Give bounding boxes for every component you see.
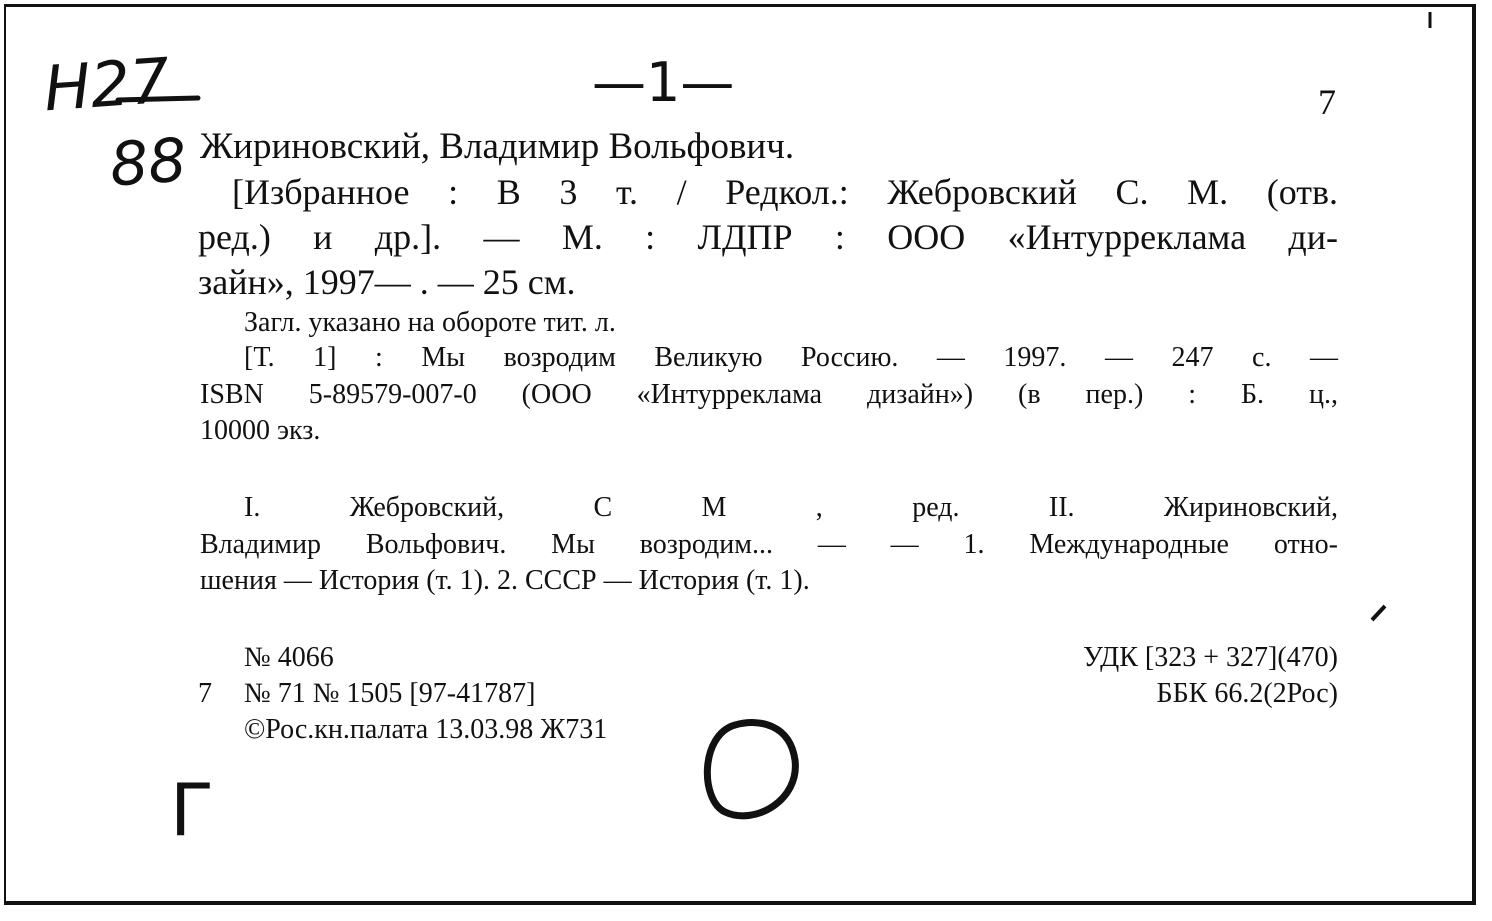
title-line-1: [Избранное : В 3 т. / Редкол.: Жебровский С. М. (отв. <box>232 172 1338 212</box>
footer-chamber-stamp: ©Рос.кн.палата 13.03.98 Ж731 <box>244 714 608 745</box>
handwritten-call-number-bottom: 88 <box>107 125 189 201</box>
handwritten-corner-mark: Г <box>170 768 214 852</box>
footer-prefix: 7 <box>198 678 212 709</box>
handwritten-call-number-top: Н27 <box>41 43 172 126</box>
handwritten-loop-mark <box>707 723 795 816</box>
page-number: 7 <box>1318 82 1336 122</box>
volume-line-2: ISBN 5-89579-007-0 (ООО «Интурреклама дизайн») (в пер.) : Б. ц., <box>200 379 1338 410</box>
card-number: № 4066 <box>244 642 334 673</box>
bbk-code: ББК 66.2(2Рос) <box>1156 678 1338 709</box>
author-heading: Жириновский, Владимир Вольфович. <box>200 126 795 167</box>
title-note: Загл. указано на обороте тит. л. <box>244 307 616 338</box>
volume-line-1: [Т. 1] : Мы возродим Великую Россию. — 1997. — 247 с. — <box>244 342 1338 373</box>
title-line-2: ред.) и др.]. — М. : ЛДПР : ООО «Интурреклама ди- <box>198 217 1338 257</box>
footer-record-numbers: № 71 № 1505 [97-41787] <box>244 678 536 709</box>
handwritten-card-sequence: —1— <box>592 51 735 114</box>
tracings-line-3: шения — История (т. 1). 2. СССР — История (т. 1). <box>200 565 810 596</box>
tracings-line-2: Владимир Вольфович. Мы возродим... — — 1. Международные отно- <box>200 529 1338 560</box>
title-line-3: зайн», 1997— . — 25 см. <box>198 262 576 302</box>
tracings-line-1: I. Жебровский, С М , ред. II. Жириновский, <box>244 492 1338 523</box>
udk-code: УДК [323 + 327](470) <box>1083 642 1338 673</box>
volume-line-3: 10000 экз. <box>200 415 321 446</box>
